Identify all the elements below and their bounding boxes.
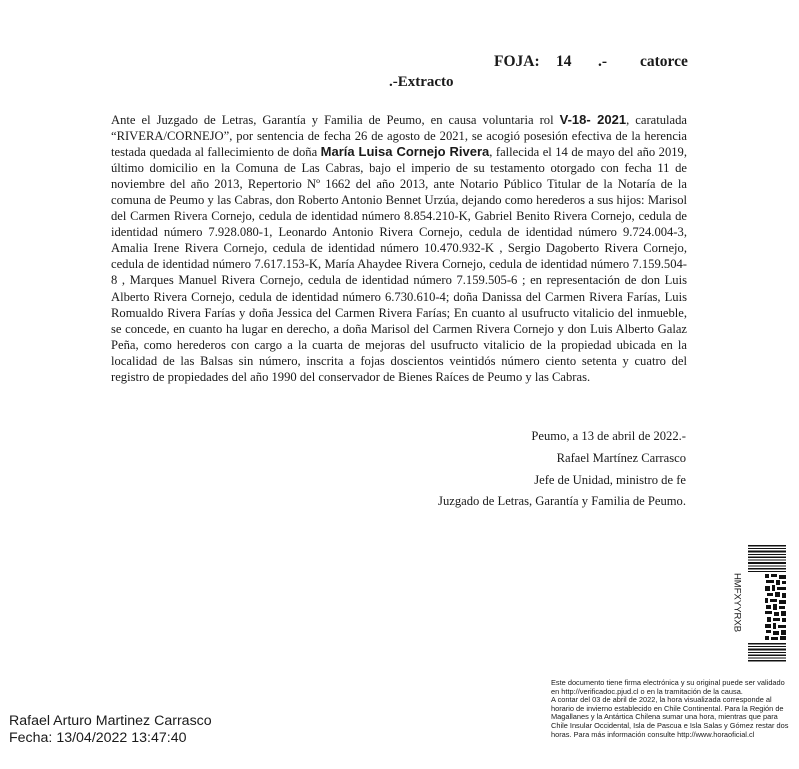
verification-code: HMFXYYRXB <box>731 572 743 633</box>
foja-header <box>494 53 688 71</box>
foja-label: FOJA: <box>494 53 540 70</box>
notice-time-zone: A contar del 03 de abril de 2022, la hora visualizada corresponde al horario de invierno establecido en Chile Continental. Para la Región de Magallanes y la Antártica Chilena sumar una hora, mientras que para Chile Insular Occidental, Isla de Pascua e Isla Salas y Gómez restar dos horas. Para más información consulte http://www.horaoficial.cl <box>551 695 789 739</box>
body-text-3: , fallecida el 14 de mayo del año 2019, último domicilio en la Comuna de Las Cabras, bajo el imperio de su testamento otorgado con fecha 11 de noviembre del año 2013, Repertorio Nº 1662 del año 2013, ante Notario Público Titular de la Notaría de la comuna de Peumo y las Cabras, don Roberto Antonio Bennet Urzúa, dejando como herederos a sus hijos: Marisol del Carmen Rivera Cornejo, cedula de identidad número 8.854.210-K, Gabriel Benito Rivera Cornejo, cedula de identidad número 7.928.080-1, Leonardo Antonio Rivera Cornejo, cedula de identidad número 9.724.004-3, Amalia Irene Rivera Cornejo, cedula de identidad número 10.470.932-K , Sergio Dagoberto Rivera Cornejo, cedula de identidad número 7.617.153-K, María Ahaydee Rivera Cornejo, cedula de identidad número 7.159.504-8 , Marques Manuel Rivera Cornejo, cedula de identidad número 7.159.505-6 ; en representación de don Luis Alberto Rivera Cornejo, cedula de identidad número 6.730.610-4; doña Danissa del Carmen Rivera Farías, Luis Romualdo Rivera Farías y doña Jessica del Carmen Rivera Farías; En cuanto al usufructo vitalicio del inmueble, se concede, en cuanto ha lugar en derecho, a doña Marisol del Carmen Rivera Cornejo y don Luis Alberto Galaz Peña, como herederos con cargo a la cuarta de mejoras del usufructo vitalicio de la propiedad ubicada en la localidad de las Balsas sin número, inscrita a fojas doscientos veintidós número ciento setenta y cuatro del registro de propiedades del año 1990 del conservador de Bienes Raíces de Peumo y las Cabras. <box>111 145 687 384</box>
signature-role: Jefe de Unidad, ministro de fe <box>534 473 686 487</box>
signature-date: Fecha: 13/04/2022 13:47:40 <box>9 730 187 746</box>
foja-words: catorce <box>640 53 688 70</box>
signature-court: Juzgado de Letras, Garantía y Familia de Peumo. <box>438 494 686 508</box>
electronic-signature-notice <box>551 679 789 739</box>
signature-name: Rafael Martínez Carrasco <box>556 451 686 465</box>
foja-number: 14 <box>556 53 572 70</box>
signature-place-date: Peumo, a 13 de abril de 2022.- <box>531 429 686 443</box>
notice-validation: Este documento tiene firma electrónica y su original puede ser validado en http://verificadoc.pjud.cl o en la tramitación de la causa. <box>551 678 785 696</box>
verification-barcode <box>745 544 789 662</box>
document-title: .-Extracto <box>389 74 454 90</box>
body-text-2: , caratulada “RIVERA/CORNEJO”, por sentencia de fecha 26 de agosto de 2021, se acogió posesión efectiva de la herencia testada quedada al fallecimiento de doña <box>111 113 688 160</box>
signer-name: Rafael Arturo Martinez Carrasco <box>9 713 212 729</box>
deceased-name: María Luisa Cornejo Rivera <box>320 144 490 160</box>
body-text-1: Ante el Juzgado de Letras, Garantía y Familia de Peumo, en causa voluntaria rol <box>111 113 560 127</box>
foja-dash: .- <box>598 53 608 70</box>
case-rol: V-18- 2021 <box>559 112 627 127</box>
extract-body <box>111 112 687 385</box>
